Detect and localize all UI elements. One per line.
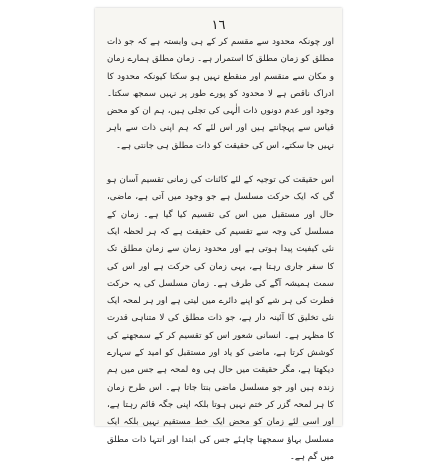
document-page (95, 8, 342, 462)
page-number: ١٦ (211, 18, 226, 33)
paragraph-1: اور چونکہ محدود سے مقسم کر کے ہی وابستہ ہے کہ جو ذات مطلق کو زمان مطلق کا استمرار ہے۔ زمان مطلق ہمارے زمان و مکان سے منقسم اور منقطع نہیں ہو سکتا کیونکہ محدود کا ادراک ناقص ہے لا محدود کو پورے طور پر نہیں سمجھ سکتا۔ وجود اور عدم دونوں ذات الٰہی کی تجلی ہیں، ہم ان کو محض قیاس سے پہچانتے ہیں اور اس لئے کہ ہم اپنی ذات سے باہر نہیں جا سکتے، اس کی حقیقت کو ذات مطلق ہی جانتی ہے۔ (107, 37, 334, 151)
paragraph-2: اس حقیقت کی توجیہ کے لئے کائنات کی زمانی تقسیم آسان ہو گی کہ ایک حرکت مسلسل ہے جو وجود میں آتی ہے، ماضی، حال اور مستقبل میں اس کی تقسیم کیا گیا ہے۔ زمان کے مسلسل کی وجہ سے تقسیم کی حقیقت ہے کہ ہر لحظہ ایک نئی کیفیت پیدا ہوتی ہے اور محدود زمان سے زمان مطلق تک کا سفر جاری رہتا ہے، یہی زمان کی حرکت ہے اور اس کی سمت ہمیشہ آگے کی طرف ہے۔ زمان مسلسل کی یہ حرکت فطرت کی ہر شے کو اپنے دائرے میں لیتی ہے اور ہر لمحہ ایک نئی تخلیق کا آئینہ دار ہے، جو ذات مطلق کی لا متناہی قدرت کا مظہر ہے۔ انسانی شعور اس کو تقسیم کر کے سمجھنے کی کوشش کرتا ہے، ماضی کو یاد اور مستقبل کو امید کے سہارے دیکھتا ہے، مگر حقیقت میں حال ہی وہ لمحہ ہے جس میں ہم زندہ ہیں اور جو مسلسل ماضی بنتا جاتا ہے۔ اس طرح زمان کا ہر لمحہ گزر کر ختم نہیں ہوتا بلکہ اپنی جگہ قائم رہتا ہے، اور اسی لئے زمان کو محض ایک خط مستقیم نہیں بلکہ ایک مسلسل بہاؤ سمجھنا چاہئے جس کی ابتدا اور انتہا ذات مطلق میں گم ہے۔ (107, 175, 334, 462)
body-text (107, 34, 334, 466)
